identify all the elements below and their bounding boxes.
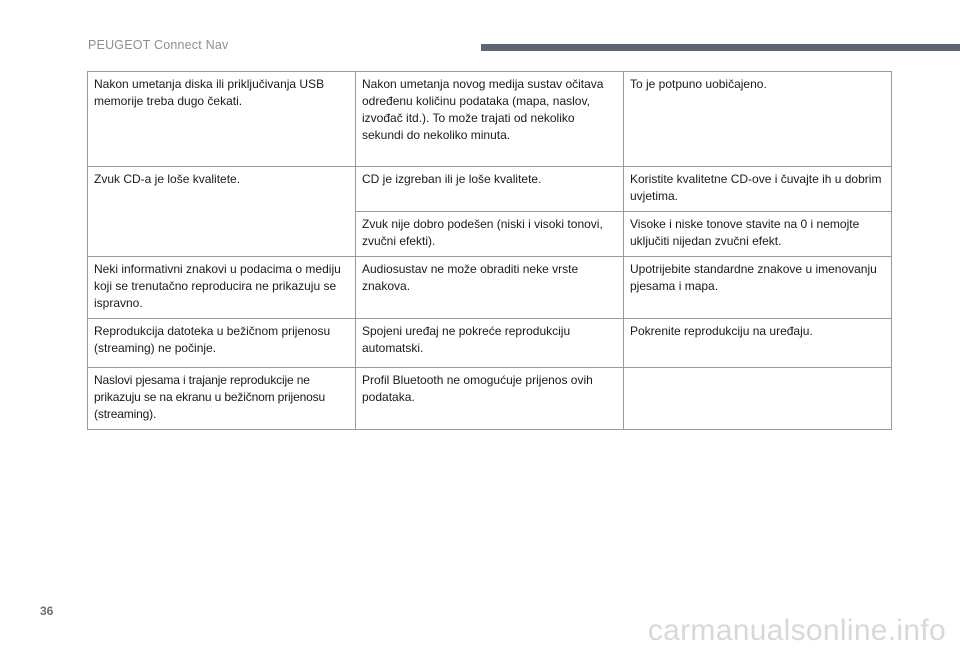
problem-cell: Naslovi pjesama i trajanje reprodukcije ne prikazuju se na ekranu u bežičnom prijenosu (streaming). (88, 368, 356, 430)
problem-cell: Nakon umetanja diska ili priključivanja USB memorije treba dugo čekati. (88, 72, 356, 167)
table-row (88, 167, 892, 212)
cause-cell: Zvuk nije dobro podešen (niski i visoki tonovi, zvučni efekti). (356, 212, 624, 257)
troubleshooting-table (87, 71, 892, 430)
table-row (88, 368, 892, 430)
header-accent-bar (481, 44, 960, 51)
problem-cell: Neki informativni znakovi u podacima o mediju koji se trenutačno reproducira ne prikazuju se ispravno. (88, 257, 356, 319)
cause-cell: Profil Bluetooth ne omogućuje prijenos ovih podataka. (356, 368, 624, 430)
solution-cell: To je potpuno uobičajeno. (624, 72, 892, 167)
table-row (88, 257, 892, 319)
solution-cell: Visoke i niske tonove stavite na 0 i nemojte uključiti nijedan zvučni efekt. (624, 212, 892, 257)
cause-cell: Nakon umetanja novog medija sustav očitava određenu količinu podataka (mapa, naslov, izvođač itd.). To može trajati od nekoliko sekundi do nekoliko minuta. (356, 72, 624, 167)
cause-cell: Audiosustav ne može obraditi neke vrste znakova. (356, 257, 624, 319)
solution-cell: Pokrenite reprodukciju na uređaju. (624, 319, 892, 368)
problem-cell: Zvuk CD-a je loše kvalitete. (88, 167, 356, 257)
table-row (88, 72, 892, 167)
page-number: 36 (40, 604, 54, 618)
cause-cell: Spojeni uređaj ne pokreće reprodukciju automatski. (356, 319, 624, 368)
solution-cell (624, 368, 892, 430)
solution-cell: Upotrijebite standardne znakove u imenovanju pjesama i mapa. (624, 257, 892, 319)
running-header-title: PEUGEOT Connect Nav (88, 38, 229, 52)
cause-cell: CD je izgreban ili je loše kvalitete. (356, 167, 624, 212)
problem-cell: Reprodukcija datoteka u bežičnom prijenosu (streaming) ne počinje. (88, 319, 356, 368)
solution-cell: Koristite kvalitetne CD-ove i čuvajte ih u dobrim uvjetima. (624, 167, 892, 212)
table-row (88, 319, 892, 368)
watermark-text: carmanualsonline.info (647, 614, 946, 647)
